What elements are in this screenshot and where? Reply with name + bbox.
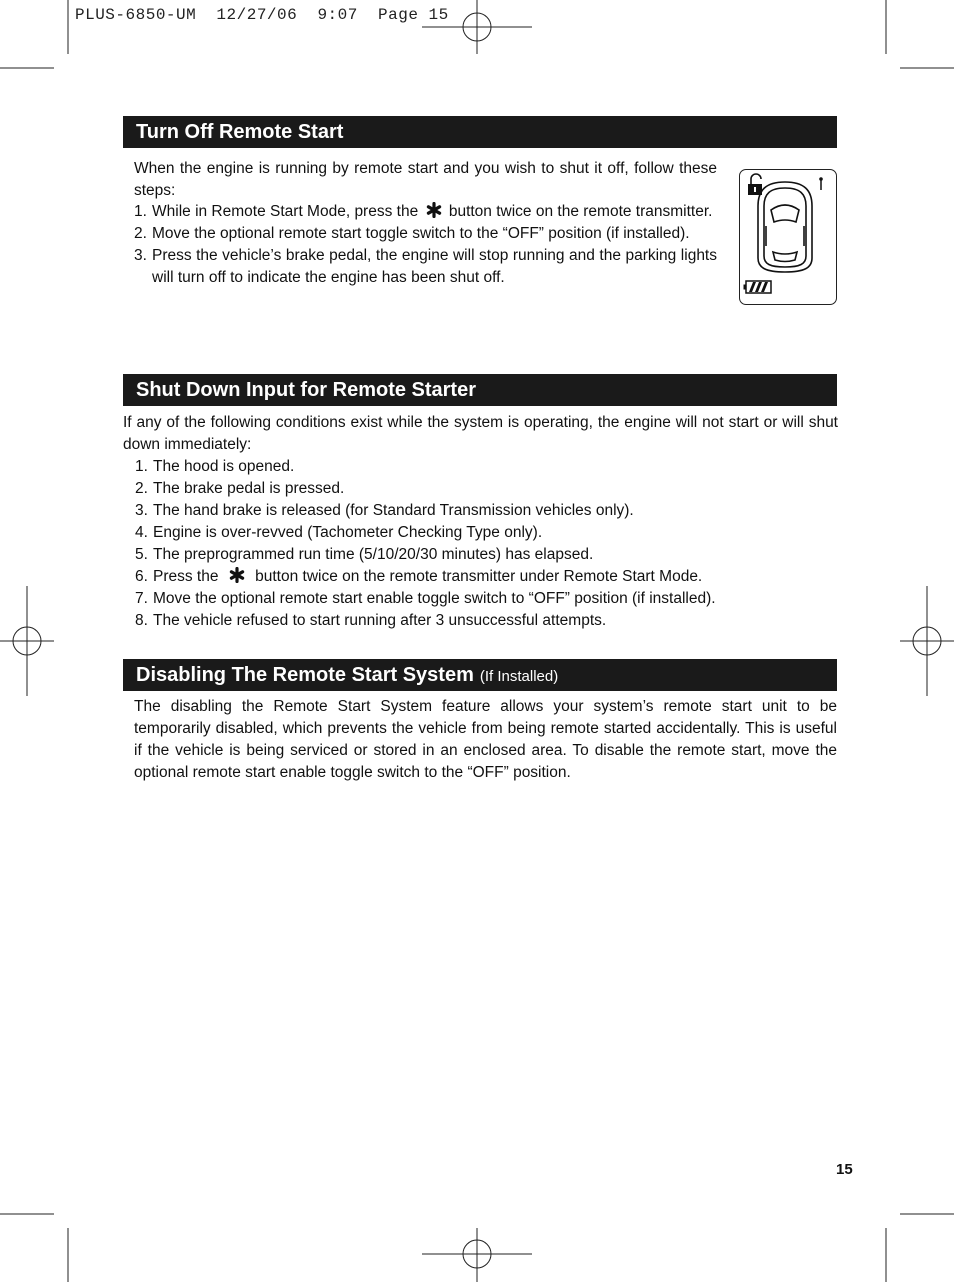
step-text: Move the optional remote start toggle switch to the “OFF” position (if installed). [152,225,690,242]
item-number: 1. [134,203,147,220]
step-text-after: button twice on the remote transmitter. [448,203,713,220]
list-item [135,478,835,500]
list-item [135,456,835,478]
section-header-disabling-remote-start [123,659,837,691]
item-text: The hood is opened. [153,458,295,475]
car-icon [758,182,812,272]
battery-icon [744,281,772,293]
step-text: Press the vehicle’s brake pedal, the engine will stop running and the parking lights will turn off to indicate the engine has been shut off. [152,247,717,286]
asterisk-button-icon [426,202,442,218]
list-item [134,223,717,245]
list-item [135,544,835,566]
item-number: 4. [135,524,148,541]
item-text-before: Press the [153,568,219,585]
item-number: 3. [135,502,148,519]
section1-steps [134,201,717,289]
item-number: 2. [134,225,147,242]
item-number: 2. [135,480,148,497]
item-number: 7. [135,590,148,607]
antenna-icon [819,177,823,190]
item-text: The vehicle refused to start running after 3 unsuccessful attempts. [153,612,607,629]
section2-conditions [135,456,835,632]
section-subtitle: (If Installed) [479,668,559,685]
section3-body: The disabling the Remote Start System feature allows your system’s remote start unit to be temporarily disabled, which prevents the vehicle from being remote started accidentally. This is useful if the vehicle is being serviced or stored in an enclosed area. To disable the remote start, move the optional remote start enable toggle switch to the “OFF” position. [134,698,837,781]
section-title: Disabling The Remote Start System [136,664,474,686]
item-text: The hand brake is released (for Standard Transmission vehicles only). [153,502,634,519]
item-text-after: button twice on the remote transmitter under Remote Start Mode. [255,568,703,585]
list-item [134,201,717,223]
section-title: Turn Off Remote Start [136,121,344,143]
asterisk-button-icon [229,567,245,583]
item-number: 8. [135,612,148,629]
section-header-shut-down-input [123,374,837,406]
printer-slug: PLUS-6850-UM 12/27/06 9:07 Page 15 [75,6,449,24]
page-number: 15 [836,1161,853,1178]
section-title: Shut Down Input for Remote Starter [136,379,476,401]
list-item [135,610,835,632]
list-item [135,588,835,610]
list-item [135,522,835,544]
remote-lcd-display [739,169,837,305]
section2-intro: If any of the following conditions exist while the system is operating, the engine will not start or will shut down immediately: [123,414,838,453]
item-number: 1. [135,458,148,475]
list-item [134,245,717,289]
section1-intro: When the engine is running by remote start and you wish to shut it off, follow these steps: [134,160,717,199]
lock-icon [748,174,762,195]
item-text: Move the optional remote start enable toggle switch to “OFF” position (if installed). [153,590,716,607]
item-number: 5. [135,546,148,563]
list-item [135,500,835,522]
item-text: Engine is over-revved (Tachometer Checking Type only). [153,524,543,541]
list-item [135,566,835,588]
item-text: The preprogrammed run time (5/10/20/30 minutes) has elapsed. [153,546,594,563]
section-header-turn-off-remote-start [123,116,837,148]
step-text-before: While in Remote Start Mode, press the [152,203,419,220]
lcd-illustration [740,170,835,303]
item-text: The brake pedal is pressed. [153,480,345,497]
item-number: 6. [135,568,148,585]
item-number: 3. [134,247,147,264]
